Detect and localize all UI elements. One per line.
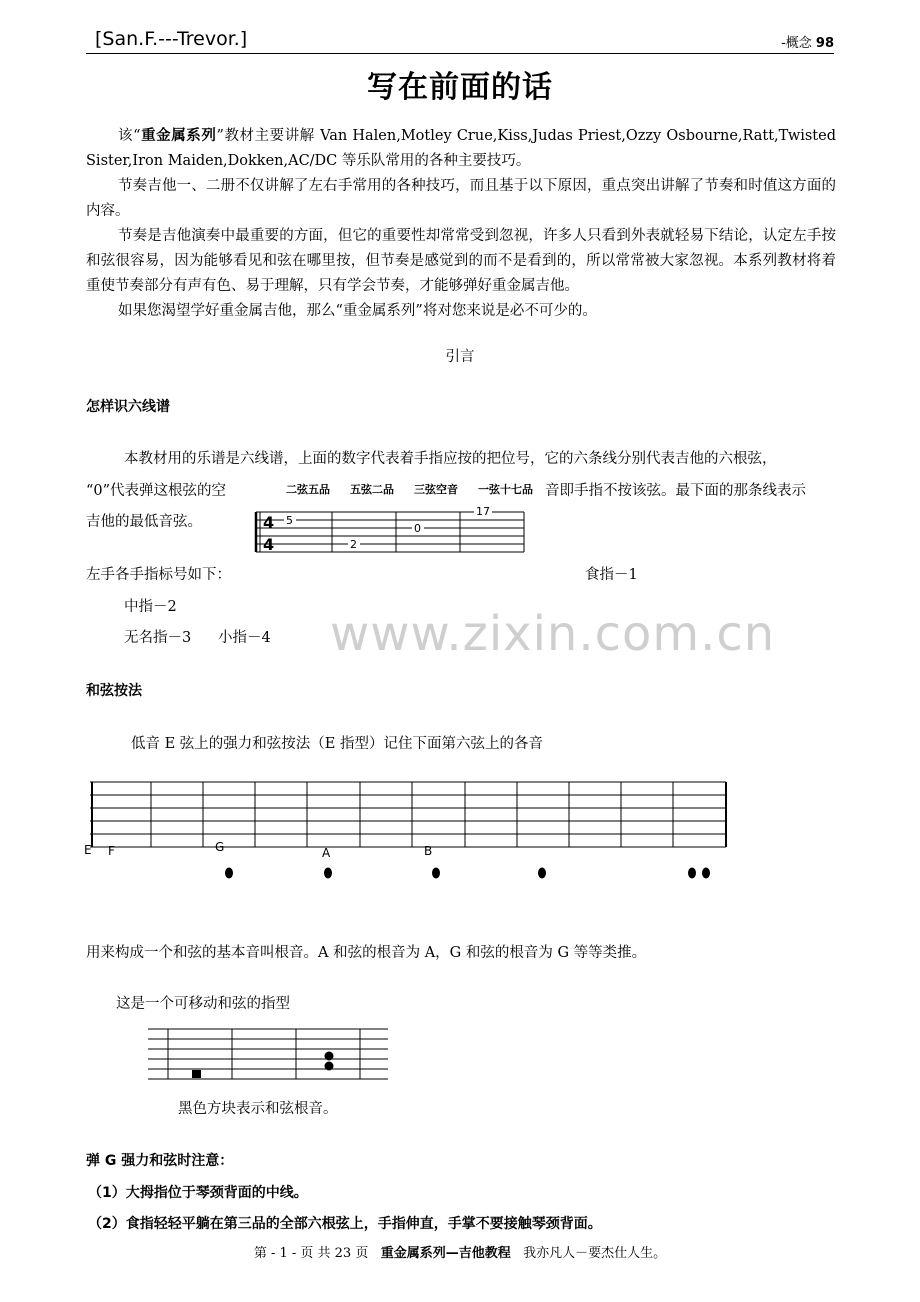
header-right-prefix: -概念	[781, 36, 816, 51]
fig-staff-lines	[256, 512, 524, 552]
g-chord-heading: 弹 G 强力和弦时注意：	[86, 1153, 234, 1169]
fig-time-top: 4	[263, 513, 275, 532]
page-title: 写在前面的话	[367, 70, 553, 105]
note-label-g: G	[215, 840, 225, 854]
footer-series: 重金属系列—吉他教程	[380, 1246, 511, 1261]
fig-number-17: 17	[476, 505, 490, 518]
intro-paragraph-1	[86, 124, 836, 174]
tab-desc-line-1: 本教材用的乐谱是六线谱，上面的数字代表着手指应按的把位号，它的六条线分别代表吉他的六根弦，	[124, 451, 777, 467]
chord-dot-lower	[325, 1062, 334, 1071]
fig-label-4: 一弦十七品	[478, 483, 533, 496]
chord-strings	[148, 1029, 388, 1079]
fig-number-0: 0	[414, 522, 421, 535]
chord-dot-upper	[325, 1052, 334, 1061]
fret-position-dots	[225, 868, 710, 879]
preface-heading: 引言	[445, 349, 475, 365]
note-label-b: B	[424, 844, 433, 858]
root-square-explanation: 黑色方块表示和弦根音。	[178, 1101, 338, 1117]
note-label-e: E	[84, 843, 92, 857]
header-rule	[86, 53, 834, 54]
header-right-text	[781, 32, 834, 51]
g-chord-item-2: （2）食指轻轻平躺在第三品的全部六根弦上，手指伸直，手掌不要接触琴颈背面。	[88, 1216, 602, 1232]
finger-2-label: 中指－2	[124, 599, 177, 615]
tab-desc-line-2b: 音即手指不按该弦。最下面的那条线表示	[545, 483, 806, 499]
fig-label-3: 三弦空音	[414, 483, 458, 496]
note-label-f: F	[108, 844, 115, 858]
header-right-number: 98	[815, 36, 834, 51]
header-left-text: [San.F.---Trevor.]	[95, 28, 248, 50]
tab-section-heading: 怎样识六线谱	[86, 399, 170, 415]
watermark: www.zixin.com.cn	[330, 606, 776, 662]
tab-desc-line-3: 吉他的最低音弦。	[86, 514, 202, 530]
fig-number-2: 2	[350, 538, 357, 551]
fig-label-1: 二弦五品	[286, 483, 330, 496]
fretboard-strings	[90, 782, 726, 847]
fig-number-5: 5	[286, 514, 293, 527]
intro-p1-a: 该“	[118, 128, 141, 144]
finger-3-label: 无名指－3	[124, 630, 192, 646]
intro-p1-b: ”教材主要讲解 Van Halen,Motley Crue,Kiss,Judas Priest,Ozzy Osbourne,Ratt,Twisted Sister,Iron Maiden,Dokken,AC/DC 等乐队常用的各种主要技巧。	[86, 128, 837, 169]
intro-paragraph-4: 如果您渴望学好重金属吉他，那么“重金属系列”将对您来说是必不可少的。	[118, 303, 597, 319]
intro-p1-bold: 重金属系列	[140, 128, 217, 144]
tab-example-figure	[250, 478, 544, 560]
intro-paragraph-2: 节奏吉他一、二册不仅讲解了左右手常用的各种技巧，而且基于以下原因，重点突出讲解了节奏和时值这方面的内容。	[86, 178, 836, 219]
fretboard-e-string-figure	[84, 778, 732, 886]
footer-motto: 我亦凡人－要杰仕人生。	[523, 1246, 667, 1261]
intro-paragraph-3: 节奏是吉他演奏中最重要的方面，但它的重要性却常常受到忽视，许多人只看到外表就轻易下结论，认定左手按和弦很容易，因为能够看见和弦在哪里按，但节奏是感觉到的而不是看到的，所以常常被大家忽视。本系列教材将着重使节奏部分有声有色、易于理解，只有学会节奏，才能够弹好重金属吉他。	[86, 228, 836, 294]
note-label-a: A	[322, 846, 331, 860]
chord-section-heading: 和弦按法	[86, 683, 142, 699]
footer-page-number: 第 - 1 - 页 共 23 页	[253, 1246, 369, 1261]
g-chord-item-1: （1）大拇指位于琴颈背面的中线。	[88, 1185, 308, 1201]
movable-chord-figure	[146, 1024, 392, 1084]
intro-paragraphs	[86, 124, 836, 324]
chord-desc: 低音 E 弦上的强力和弦按法（E 指型）记住下面第六弦上的各音	[131, 736, 543, 752]
finger-1-label: 食指－1	[585, 567, 638, 583]
fingers-intro: 左手各手指标号如下：	[86, 567, 231, 583]
root-note-text: 用来构成一个和弦的基本音叫根音。A 和弦的根音为 A，G 和弦的根音为 G 等等类推。	[86, 945, 647, 961]
fig-time-bottom: 4	[263, 535, 275, 554]
tab-desc-line-2a: “0”代表弹这根弦的空	[86, 483, 227, 499]
page-footer	[0, 1242, 920, 1261]
finger-4-label: 小指－4	[218, 630, 271, 646]
movable-chord-text: 这是一个可移动和弦的指型	[116, 996, 290, 1012]
fretboard-frets	[92, 782, 726, 847]
fig-label-2: 五弦二品	[350, 483, 394, 496]
root-note-square	[192, 1070, 201, 1078]
